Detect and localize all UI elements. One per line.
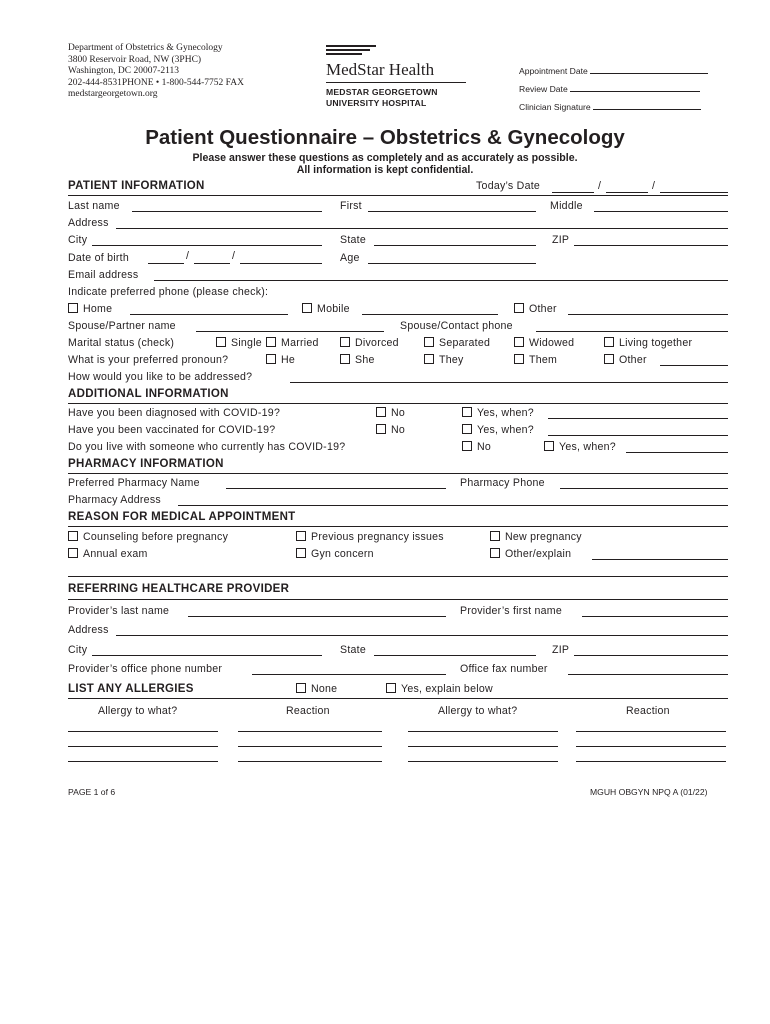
todays-date-month[interactable] [552,192,594,193]
provider-first-name-field[interactable] [582,616,728,617]
spouse-name-label: Spouse/Partner name [68,320,176,332]
allergy-field[interactable] [408,746,558,747]
checkbox-icon [216,337,226,347]
pharmacy-address-label: Pharmacy Address [68,494,161,506]
section-divider [68,526,728,527]
address-as-label: How would you like to be addressed? [68,371,253,383]
section-allergies: LIST ANY ALLERGIES [68,683,194,695]
allergy-field[interactable] [68,746,218,747]
section-divider [68,473,728,474]
checkbox-icon [424,354,434,364]
marital-divorced-checkbox[interactable]: Divorced [340,337,399,349]
zip-field[interactable] [574,245,728,246]
checkbox-icon [386,683,396,693]
section-divider [68,403,728,404]
address-label: Address [68,217,109,229]
provider-last-name-label: Provider’s last name [68,605,170,617]
provider-fax-label: Office fax number [460,663,548,675]
address-line: 3800 Reservoir Road, NW (3PHC) [68,54,202,65]
covid-household-yes-checkbox[interactable]: Yes, when? [544,441,616,453]
dob-month-field[interactable] [148,263,184,264]
last-name-field[interactable] [132,211,322,212]
checkbox-icon [266,354,276,364]
allergies-yes-checkbox[interactable]: Yes, explain below [386,683,493,695]
age-field[interactable] [368,263,536,264]
checkbox-icon [376,424,386,434]
reaction-column-header: Reaction [286,705,330,717]
checkbox-icon [68,548,78,558]
reaction-field[interactable] [238,746,382,747]
city-label: City [68,234,88,246]
allergy-field[interactable] [408,731,558,732]
email-label: Email address [68,269,139,281]
reason-new-pregnancy-checkbox[interactable]: New pregnancy [490,531,582,543]
checkbox-icon [514,354,524,364]
pronoun-them-checkbox[interactable]: Them [514,354,557,366]
email-field[interactable] [154,280,728,281]
provider-first-name-label: Provider’s first name [460,605,563,617]
checkbox-icon [544,441,554,451]
spouse-name-field[interactable] [196,331,384,332]
reason-previous-pregnancy-checkbox[interactable]: Previous pregnancy issues [296,531,444,543]
todays-date-label: Today’s Date [476,180,541,192]
covid-diagnosed-no-checkbox[interactable]: No [376,407,405,419]
provider-city-field[interactable] [92,655,322,656]
reason-gyn-concern-checkbox[interactable]: Gyn concern [296,548,374,560]
phone-mobile-checkbox[interactable]: Mobile [302,303,350,315]
provider-zip-field[interactable] [574,655,728,656]
todays-date-year[interactable] [660,192,728,193]
checkbox-icon [604,337,614,347]
section-referring-provider: REFERRING HEALTHCARE PROVIDER [68,583,290,595]
spouse-phone-field[interactable] [536,331,728,332]
allergies-none-checkbox[interactable]: None [296,683,337,695]
city-field[interactable] [92,245,322,246]
checkbox-icon [296,548,306,558]
checkbox-icon [424,337,434,347]
checkbox-icon [68,303,78,313]
provider-phone-label: Provider’s office phone number [68,663,223,675]
section-reason-for-appointment: REASON FOR MEDICAL APPOINTMENT [68,511,296,523]
provider-address-label: Address [68,624,109,636]
first-name-label: First [340,200,362,212]
reason-explain-field[interactable] [68,576,728,577]
checkbox-icon [340,337,350,347]
covid-vaccinated-no-checkbox[interactable]: No [376,424,405,436]
section-pharmacy-information: PHARMACY INFORMATION [68,458,224,470]
checkbox-icon [296,683,306,693]
section-divider [68,698,728,699]
covid-vaccinated-question: Have you been vaccinated for COVID-19? [68,424,276,436]
pronoun-they-checkbox[interactable]: They [424,354,464,366]
covid-household-no-checkbox[interactable]: No [462,441,491,453]
covid-household-when-field[interactable] [626,452,728,453]
provider-phone-field[interactable] [252,674,446,675]
allergy-field[interactable] [68,761,218,762]
logo-text: MedStar Health [326,60,435,79]
reason-other-checkbox[interactable]: Other/explain [490,548,571,560]
pronoun-she-checkbox[interactable]: She [340,354,375,366]
medstar-logo-icon [326,45,376,57]
state-field[interactable] [374,245,536,246]
allergy-column-header: Allergy to what? [98,705,178,717]
section-divider [68,195,728,196]
section-additional-information: ADDITIONAL INFORMATION [68,388,229,400]
reason-annual-exam-checkbox[interactable]: Annual exam [68,548,148,560]
covid-diagnosed-yes-checkbox[interactable]: Yes, when? [462,407,534,419]
phone-prompt: Indicate preferred phone (please check): [68,286,269,298]
review-date-field[interactable]: Review Date [519,83,700,94]
page-title: Patient Questionnaire – Obstetrics & Gynecology [145,126,625,149]
phone-other-field[interactable] [568,314,728,315]
provider-city-label: City [68,644,88,656]
provider-last-name-field[interactable] [188,616,446,617]
marital-living-together-checkbox[interactable]: Living together [604,337,692,349]
address-line: Department of Obstetrics & Gynecology [68,43,223,53]
address-line: 202-444-8531PHONE • 1-800-544-7752 FAX [68,77,244,88]
pronoun-label: What is your preferred pronoun? [68,354,229,366]
reaction-field[interactable] [576,761,726,762]
marital-married-checkbox[interactable]: Married [266,337,319,349]
reaction-field[interactable] [576,746,726,747]
reason-counseling-checkbox[interactable]: Counseling before pregnancy [68,531,228,543]
address-line: Washington, DC 20007-2113 [68,66,180,77]
provider-state-field[interactable] [374,655,536,656]
covid-diagnosed-question: Have you been diagnosed with COVID-19? [68,407,281,419]
pharmacy-name-label: Preferred Pharmacy Name [68,477,200,489]
logo-divider [326,82,466,83]
provider-fax-field[interactable] [568,674,728,675]
pharmacy-address-field[interactable] [178,505,728,506]
marital-single-checkbox[interactable]: Single [216,337,262,349]
hospital-name: MEDSTAR GEORGETOWN UNIVERSITY HOSPITAL [326,87,438,108]
allergy-field[interactable] [408,761,558,762]
phone-other-checkbox[interactable]: Other [514,303,557,315]
pronoun-he-checkbox[interactable]: He [266,354,295,366]
page-number: PAGE 1 of 6 [68,787,116,797]
spouse-phone-label: Spouse/Contact phone [400,320,513,332]
last-name-label: Last name [68,200,120,212]
checkbox-icon [514,337,524,347]
pharmacy-phone-label: Pharmacy Phone [460,477,545,489]
checkbox-icon [462,441,472,451]
reaction-field[interactable] [238,761,382,762]
section-patient-information: PATIENT INFORMATION [68,180,205,192]
address-field[interactable] [116,228,728,229]
pronoun-other-checkbox[interactable]: Other [604,354,647,366]
marital-widowed-checkbox[interactable]: Widowed [514,337,574,349]
phone-mobile-field[interactable] [362,314,498,315]
phone-home-field[interactable] [130,314,288,315]
age-label: Age [340,252,360,264]
form-code: MGUH OBGYN NPQ A (01/22) [590,787,708,797]
reaction-field[interactable] [576,731,726,732]
covid-vaccinated-when-field[interactable] [548,435,728,436]
pharmacy-phone-field[interactable] [560,488,728,489]
department-address [68,43,244,101]
provider-zip-label: ZIP [552,644,570,656]
reaction-column-header: Reaction [626,705,670,717]
checkbox-icon [462,407,472,417]
zip-label: ZIP [552,234,570,246]
address-as-field[interactable] [290,382,728,383]
checkbox-icon [376,407,386,417]
subtitle-line: All information is kept confidential. [296,164,474,176]
allergy-field[interactable] [68,731,218,732]
phone-home-checkbox[interactable]: Home [68,303,112,315]
checkbox-icon [490,531,500,541]
state-label: State [340,234,366,246]
provider-state-label: State [340,644,366,656]
dob-label: Date of birth [68,252,129,264]
checkbox-icon [340,354,350,364]
checkbox-icon [266,337,276,347]
covid-vaccinated-yes-checkbox[interactable]: Yes, when? [462,424,534,436]
pronoun-other-field[interactable] [660,365,728,366]
marital-separated-checkbox[interactable]: Separated [424,337,490,349]
first-name-field[interactable] [368,211,536,212]
middle-name-field[interactable] [594,211,728,212]
checkbox-icon [490,548,500,558]
checkbox-icon [604,354,614,364]
todays-date-day[interactable] [606,192,648,193]
dob-day-field[interactable] [194,263,230,264]
checkbox-icon [296,531,306,541]
checkbox-icon [68,531,78,541]
appointment-date-field[interactable]: Appointment Date [519,65,708,76]
marital-status-label: Marital status (check) [68,337,175,349]
dob-year-field[interactable] [240,263,322,264]
checkbox-icon [514,303,524,313]
checkbox-icon [462,424,472,434]
provider-address-field[interactable] [116,635,728,636]
middle-name-label: Middle [550,200,583,212]
allergy-column-header: Allergy to what? [438,705,518,717]
checkbox-icon [302,303,312,313]
subtitle-line: Please answer these questions as completely and as accurately as possible. [192,152,578,164]
reaction-field[interactable] [238,731,382,732]
clinician-signature-field[interactable]: Clinician Signature [519,101,701,112]
covid-household-question: Do you live with someone who currently has COVID-19? [68,441,346,453]
section-divider [68,599,728,600]
covid-diagnosed-when-field[interactable] [548,418,728,419]
reason-other-field[interactable] [592,559,728,560]
address-line: medstargeorgetown.org [68,89,158,100]
pharmacy-name-field[interactable] [226,488,446,489]
